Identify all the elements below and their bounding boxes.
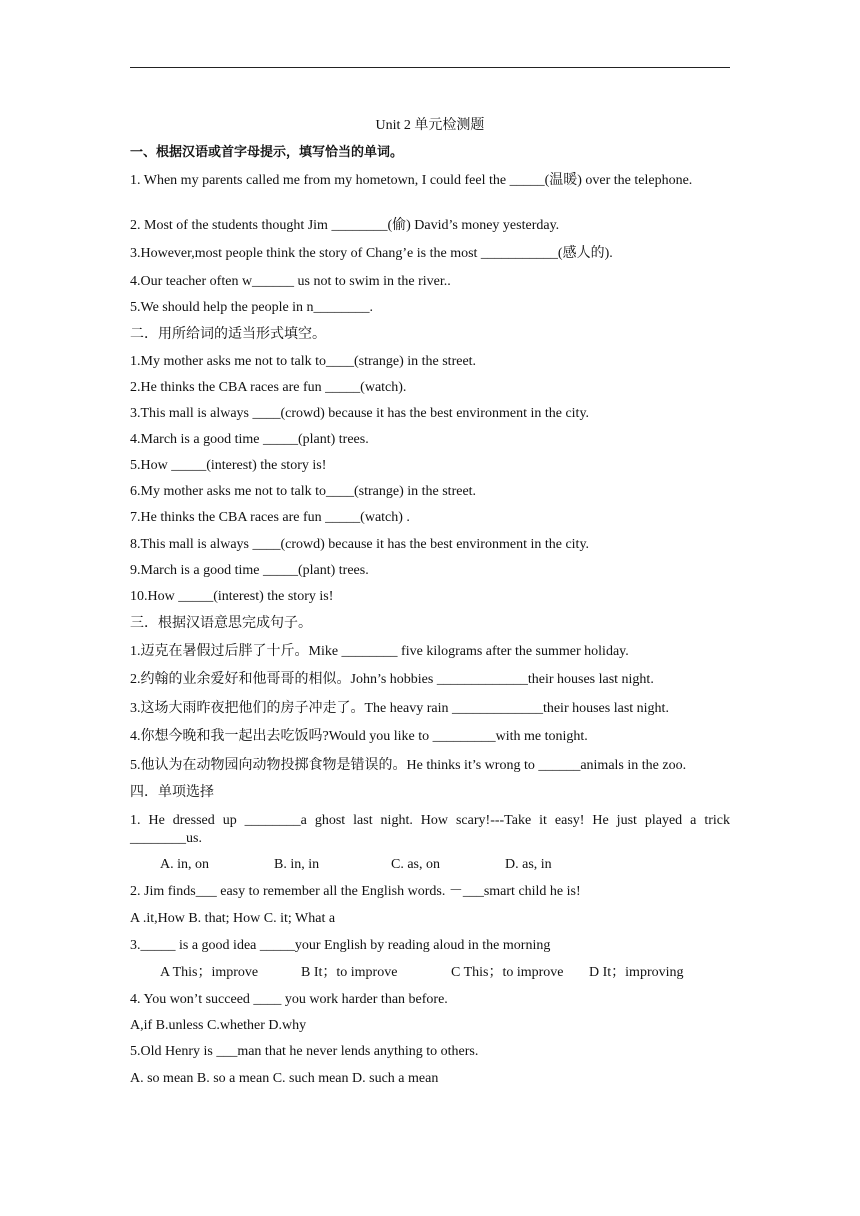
page-title: Unit 2 单元检测题 xyxy=(375,118,485,133)
option: B. in, in xyxy=(274,857,320,872)
section-2-heading: 二．用所给词的适当形式填空。 xyxy=(130,327,326,342)
s4-q2-options: A .it,How B. that; How C. it; What a xyxy=(130,911,336,926)
s3-item: 4.你想今晚和我一起出去吃饭吗?Would you like to _________with me tonight. xyxy=(130,729,588,744)
header-rule xyxy=(130,67,730,68)
option: A This；improve xyxy=(160,965,259,980)
s2-item: 4.March is a good time _____(plant) trees. xyxy=(130,432,369,447)
s4-question-4: 4. You won’t succeed ____ you work harder than before. xyxy=(130,992,448,1007)
s1-question-5: 5.We should help the people in n________. xyxy=(130,300,374,315)
s4-question-2: 2. Jim finds___ easy to remember all the English words. －___smart child he is! xyxy=(130,884,581,899)
option: C This；to improve xyxy=(451,965,564,980)
section-4-heading: 四．单项选择 xyxy=(130,785,214,800)
s1-question-4: 4.Our teacher often w______ us not to swim in the river.. xyxy=(130,274,451,289)
option: B It；to improve xyxy=(301,965,398,980)
s4-q1-options xyxy=(130,856,760,874)
s4-question-3: 3._____ is a good idea _____your English by reading aloud in the morning xyxy=(130,938,551,953)
s1-question-3: 3.However,most people think the story of Chang’e is the most ___________(感人的). xyxy=(130,246,613,261)
s2-item: 2.He thinks the CBA races are fun _____(watch). xyxy=(130,380,407,395)
s2-item: 10.How _____(interest) the story is! xyxy=(130,589,334,604)
s4-question-1: 1. He dressed up ________a ghost last night. How scary!---Take it easy! He just played a trick ________us. xyxy=(130,813,730,846)
s3-item: 1.迈克在暑假过后胖了十斤。Mike ________ five kilograms after the summer holiday. xyxy=(130,644,629,659)
s2-item: 7.He thinks the CBA races are fun _____(watch) . xyxy=(130,510,410,525)
s3-item: 3.这场大雨昨夜把他们的房子冲走了。The heavy rain _____________their houses last night. xyxy=(130,701,669,716)
s2-item: 8.This mall is always ____(crowd) because it has the best environment in the city. xyxy=(130,537,590,552)
section-1-heading: 一、根据汉语或首字母提示，填写恰当的单词。 xyxy=(130,145,404,160)
s1-question-2: 2. Most of the students thought Jim ________(偷) David’s money yesterday. xyxy=(130,218,560,233)
s2-item: 9.March is a good time _____(plant) trees. xyxy=(130,563,369,578)
s4-q3-options xyxy=(130,964,760,982)
section-3-heading: 三．根据汉语意思完成句子。 xyxy=(130,616,312,631)
option: A. in, on xyxy=(160,857,209,872)
option: C. as, on xyxy=(391,857,440,872)
s2-item: 6.My mother asks me not to talk to____(strange) in the street. xyxy=(130,484,477,499)
s2-item: 5.How _____(interest) the story is! xyxy=(130,458,327,473)
s1-question-1: 1. When my parents called me from my hometown, I could feel the _____(温暖) over the telephone. xyxy=(130,173,693,188)
s4-question-5: 5.Old Henry is ___man that he never lends anything to others. xyxy=(130,1044,479,1059)
s2-item: 3.This mall is always ____(crowd) because it has the best environment in the city. xyxy=(130,406,590,421)
s3-item: 2.约翰的业余爱好和他哥哥的相似。John’s hobbies _____________their houses last night. xyxy=(130,672,654,687)
s3-item: 5.他认为在动物园向动物投掷食物是错误的。He thinks it’s wrong to ______animals in the zoo. xyxy=(130,758,687,773)
option: D. as, in xyxy=(505,857,552,872)
s2-item: 1.My mother asks me not to talk to____(strange) in the street. xyxy=(130,354,477,369)
s4-q5-options: A. so mean B. so a mean C. such mean D. such a mean xyxy=(130,1071,439,1086)
s4-q4-options: A,if B.unless C.whether D.why xyxy=(130,1018,307,1033)
option: D It；improving xyxy=(589,965,684,980)
